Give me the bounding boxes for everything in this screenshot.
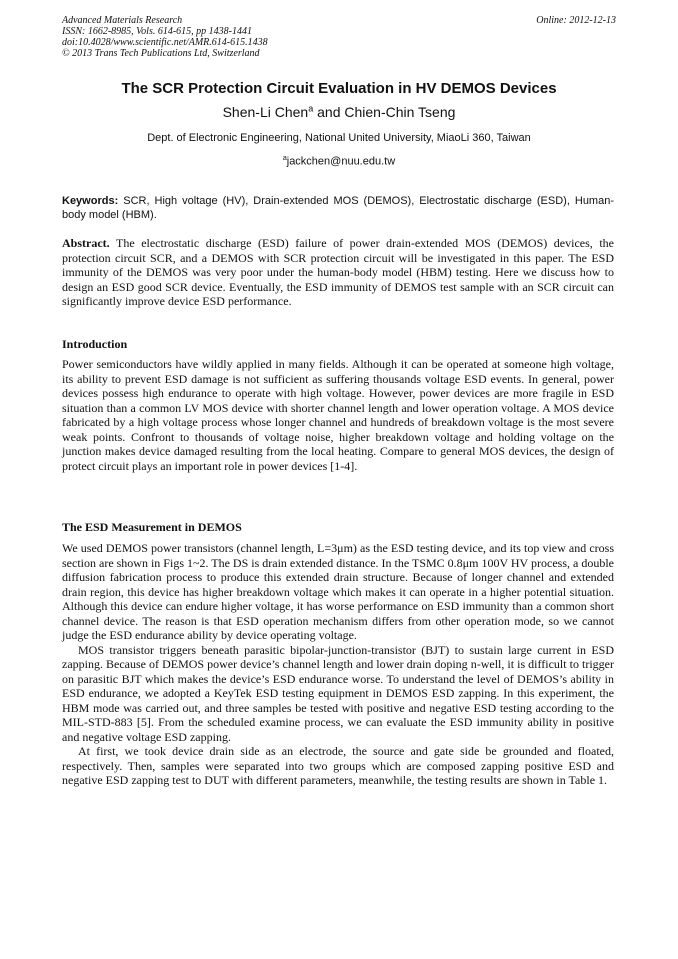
section-heading-esd-measurement: The ESD Measurement in DEMOS [62, 520, 242, 534]
email-mark: a [282, 155, 287, 162]
author-1: Shen-Li Chen [222, 104, 309, 120]
journal-doi: doi:10.4028/www.scientific.net/AMR.614-615.1438 [62, 37, 268, 48]
introduction-paragraph: Power semiconductors have wildly applied in many fields. Although it can be operated at someone high voltage, its ability to prevent ESD damage is not sufficient as suffering thousands voltage ESD events. In general, power devices possess high endurance to operate with high voltage. However, power devices are more fragile in ESD situation than a common LV MOS device with shorter channel length and lower operation voltage. A MOS device fabricated by a high voltage process whose longer channel and hundreds of breakdown voltage is the most severe weak points. Confront to thousands of voltage noise, higher breakdown voltage and holding voltage on the junction makes device damaged resulting from the local heating. Compare to general MOS devices, the design of protect circuit plays an important role in power devices [1-4]. [62, 357, 614, 473]
abstract-label: Abstract. [62, 236, 110, 250]
esd-paragraph-1: We used DEMOS power transistors (channel length, L=3μm) as the ESD testing device, and its top view and cross section are shown in Figs 1~2. The DS is drain extended distance. In the TSMC 0.8μm 100V HV process, a double diffusion fabrication process to produce this extended drain structure. Because of longer channel and extended drain region, this device has higher breakdown voltage which makes it can operate in a higher potential situation. Although this device can endure higher voltage, it has worse performance on ESD immunity than a common short channel device. The reason is that ESD operation mechanism differs from other operation mode, so we cannot judge the ESD endurance ability by device operating voltage. [62, 541, 614, 642]
section-heading-introduction: Introduction [62, 337, 128, 351]
paper-title: The SCR Protection Circuit Evaluation in HV DEMOS Devices [121, 80, 557, 97]
journal-name: Advanced Materials Research [62, 15, 183, 26]
affiliation: Dept. of Electronic Engineering, National United University, MiaoLi 360, Taiwan [147, 132, 531, 144]
abstract-text: The electrostatic discharge (ESD) failure of power drain-extended MOS (DEMOS) devices, the protection circuit SCR, and a DEMOS with SCR protection circuit will be investigated in this paper. The ESD immunity of the DEMOS was very poor under the human-body model (HBM) testing. Here we discuss how to design an ESD good SCR device. Eventually, the ESD immunity of DEMOS test sample with an SCR circuit can significantly improve device ESD performance. [62, 236, 614, 308]
esd-paragraph-3: At first, we took device drain side as an electrode, the source and gate side be grounded and floated, respectively. Then, samples were separated into two groups which are composed zapping positive ESD and negative ESD zapping test to DUT with different parameters, meanwhile, the testing results are shown in Table 1. [62, 744, 614, 787]
email-address[interactable]: jackchen@nuu.edu.tw [286, 155, 396, 168]
author-1-affiliation-mark: a [308, 103, 314, 114]
journal-header [62, 15, 616, 59]
online-date: Online: 2012-12-13 [536, 15, 616, 26]
author-email [0, 152, 678, 169]
author-list [0, 103, 678, 121]
keywords [62, 194, 614, 222]
keywords-text: SCR, High voltage (HV), Drain-extended MOS (DEMOS), Electrostatic discharge (ESD), Human-body model (HBM). [62, 195, 614, 221]
author-connector: and [313, 104, 345, 120]
abstract [62, 236, 614, 309]
esd-measurement-body [62, 541, 614, 788]
journal-issn: ISSN: 1662-8985, Vols. 614-615, pp 1438-1441 [62, 26, 252, 37]
author-2: Chien-Chin Tseng [344, 104, 456, 120]
keywords-label: Keywords: [62, 195, 119, 207]
esd-paragraph-2: MOS transistor triggers beneath parasitic bipolar-junction-transistor (BJT) to sustain large current in ESD zapping. Because of DEMOS power device’s channel length and lower drain doping n-well, it is difficult to trigger on parasitic BJT which makes the device’s ESD endurance worse. To understand the level of DEMOS’s ability in ESD endurance, we adopted a KeyTek ESD testing equipment in DEMOS ESD zapping. In this experiment, the HBM mode was carried out, and three samples be tested with positive and negative ESD testing according to the MIL-STD-883 [5]. From the scheduled examine process, we can evaluate the ESD immunity ability in positive and negative voltage ESD zapping. [62, 642, 614, 744]
journal-copyright: © 2013 Trans Tech Publications Ltd, Switzerland [62, 48, 260, 59]
